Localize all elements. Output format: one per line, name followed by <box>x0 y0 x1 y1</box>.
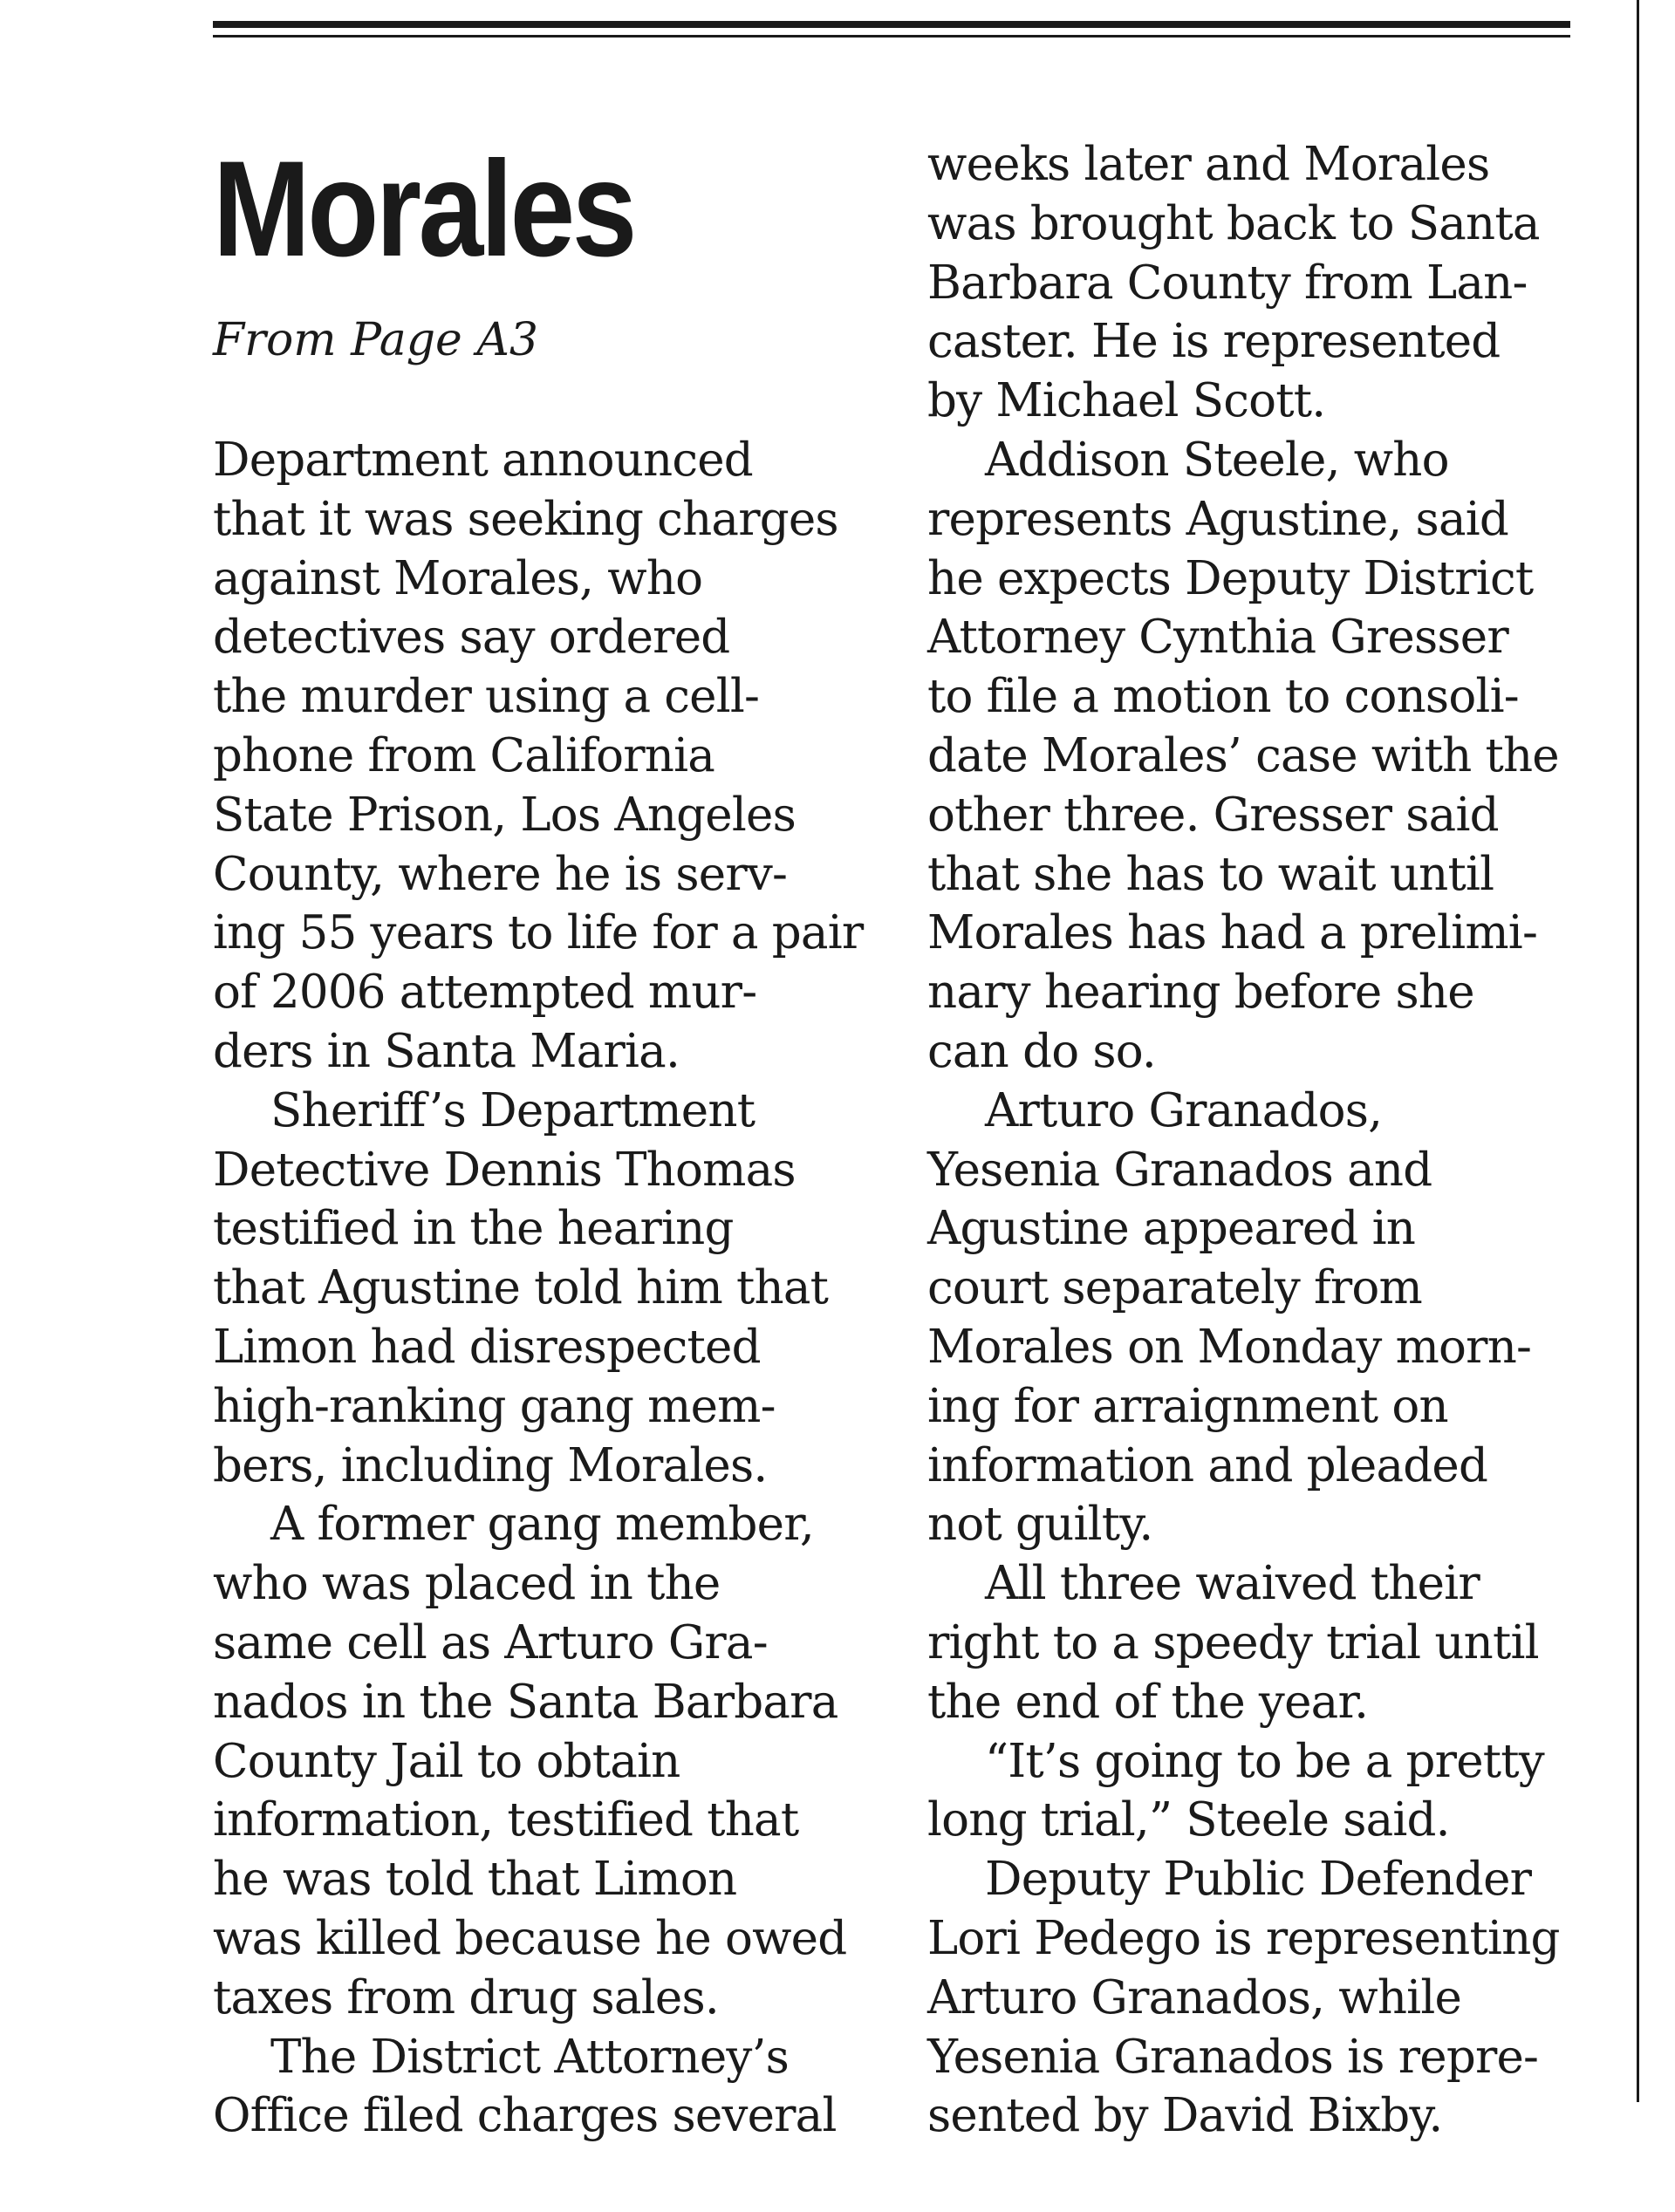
text-line: caster. He is represented <box>927 315 1501 369</box>
text-line: date Morales’ case with the <box>927 728 1559 782</box>
text-line: weeks later and Morales <box>927 138 1490 191</box>
text-line: Arturo Granados, while <box>927 1970 1462 2024</box>
text-line: Lori Pedego is representing <box>927 1911 1560 1965</box>
text-line: Yesenia Granados is repre- <box>927 2030 1539 2084</box>
text-line: All three waived their <box>985 1557 1480 1611</box>
text-line: other three. Gresser said <box>927 788 1499 842</box>
text-line: can do so. <box>927 1024 1156 1078</box>
text-line: that Agustine told him that <box>213 1261 829 1315</box>
text-line: same cell as Arturo Gra- <box>213 1615 768 1669</box>
text-line: sented by David Bixby. <box>927 2089 1443 2143</box>
text-line: Morales on Monday morn- <box>927 1320 1532 1374</box>
text-line: court separately from <box>927 1261 1422 1315</box>
text-line: was killed because he owed <box>213 1911 847 1965</box>
text-line: detectives say ordered <box>213 611 730 665</box>
text-line: represents Agustine, said <box>927 492 1509 546</box>
text-line: ing for arraignment on <box>927 1379 1448 1433</box>
text-line: Office filed charges several <box>213 2089 837 2143</box>
text-line: that it was seeking charges <box>213 492 838 546</box>
text-line: against Morales, who <box>213 551 703 605</box>
text-line: Department announced <box>213 434 753 487</box>
text-line: A former gang member, <box>270 1498 814 1552</box>
text-line: Deputy Public Defender <box>985 1853 1532 1907</box>
text-line: he was told that Limon <box>213 1853 737 1907</box>
text-line: Morales has had a prelimi- <box>927 906 1538 960</box>
text-line: Yesenia Granados and <box>927 1143 1432 1197</box>
left-column-body <box>213 431 863 2146</box>
text-line: testified in the hearing <box>213 1202 734 1256</box>
text-line: ders in Santa Maria. <box>213 1024 680 1078</box>
text-line: he expects Deputy District <box>927 551 1534 605</box>
text-line: Limon had disrespected <box>213 1320 761 1374</box>
top-rule-thick <box>213 21 1570 28</box>
text-line: phone from California <box>213 728 715 782</box>
text-line: Sheriff’s Department <box>270 1083 755 1137</box>
text-line: taxes from drug sales. <box>213 1970 719 2024</box>
text-line: not guilty. <box>927 1498 1153 1552</box>
text-line: Barbara County from Lan- <box>927 256 1528 310</box>
text-line: to file a motion to consoli- <box>927 670 1519 724</box>
text-line: long trial,” Steele said. <box>927 1793 1450 1847</box>
text-line: was brought back to Santa <box>927 196 1540 250</box>
text-line: the end of the year. <box>927 1675 1369 1729</box>
top-rule-thin <box>213 35 1570 38</box>
text-line: information, testified that <box>213 1793 799 1847</box>
text-line: high-ranking gang mem- <box>213 1379 776 1433</box>
text-line: by Michael Scott. <box>927 374 1326 428</box>
text-line: nados in the Santa Barbara <box>213 1675 838 1729</box>
text-line: Arturo Granados, <box>985 1083 1383 1137</box>
text-line: County Jail to obtain <box>213 1734 680 1788</box>
text-line: information and pleaded <box>927 1438 1488 1492</box>
text-line: The District Attorney’s <box>270 2030 790 2084</box>
right-column-body <box>927 135 1590 2146</box>
text-line: “It’s going to be a pretty <box>985 1734 1544 1788</box>
text-line: County, where he is serv- <box>213 847 788 901</box>
text-line: the murder using a cell- <box>213 670 760 724</box>
text-line: bers, including Morales. <box>213 1438 768 1492</box>
text-line: right to a speedy trial until <box>927 1615 1539 1669</box>
text-line: State Prison, Los Angeles <box>213 788 796 842</box>
jump-line: From Page A3 <box>213 314 538 366</box>
text-line: of 2006 attempted mur- <box>213 966 757 1020</box>
text-line: nary hearing before she <box>927 966 1474 1020</box>
text-line: Attorney Cynthia Gresser <box>927 611 1508 665</box>
text-line: Detective Dennis Thomas <box>213 1143 796 1197</box>
text-line: Agustine appeared in <box>927 1202 1416 1256</box>
text-line: ing 55 years to life for a pair <box>213 906 864 960</box>
text-line: Addison Steele, who <box>985 433 1449 487</box>
headline: Morales <box>213 133 634 285</box>
text-line: that she has to wait until <box>927 847 1494 901</box>
right-column-rule <box>1637 0 1639 2102</box>
text-line: who was placed in the <box>213 1557 721 1611</box>
